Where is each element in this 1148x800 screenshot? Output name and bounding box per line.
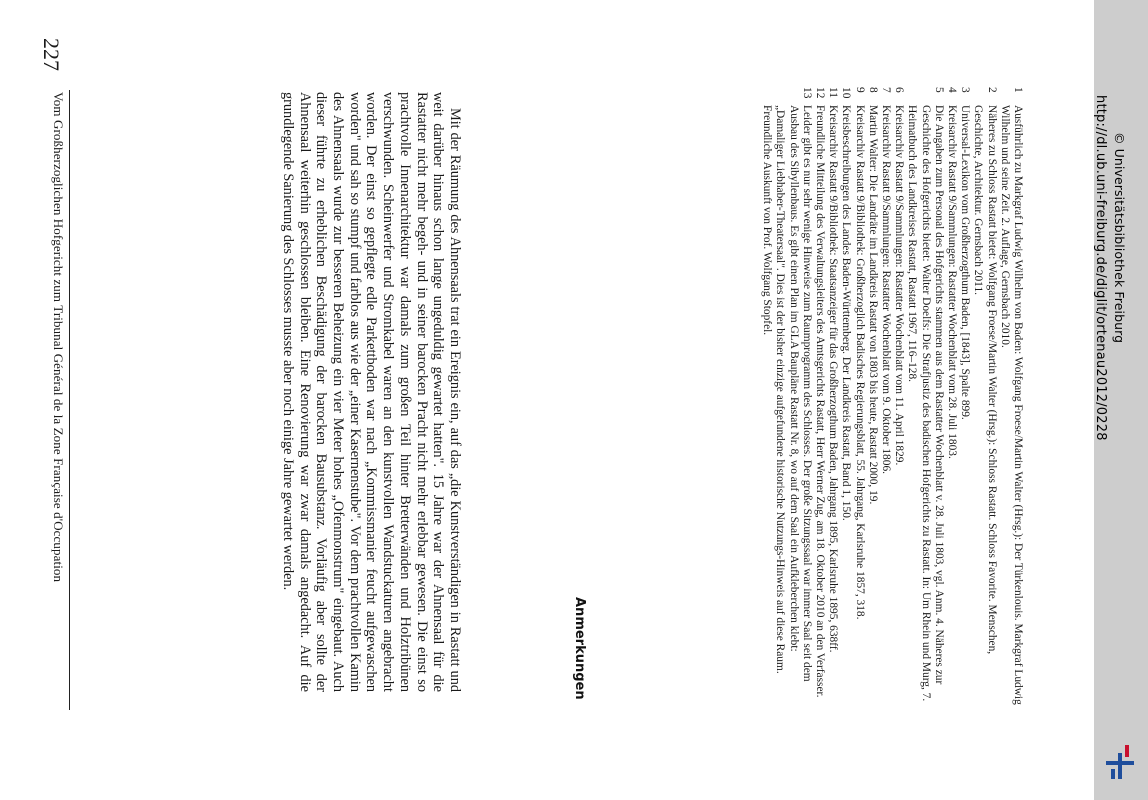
footnote-number: 3: [959, 87, 972, 93]
footnote: [813, 87, 826, 707]
footnote-number: 1: [1012, 87, 1024, 93]
footnote-text: Leider gibt es nur sehr wenige Hinweise zum Raumprogramm des Schlosses. Der große Sitzungssaal war immer Saal seit dem Ausbau des Sibyllenbaus. Es gibt einen Plan im GLA Baupläne Rastatt Nr. 8, wo auf dem Saal ein Aufkleberchen klebt: „Damaliger Liebhaber-Theatersaal". Dies ist der bisher einzige aufgefundene historische Nutzungs-Hinweis auf diese Raum. Freundliche Auskunft von Prof. Wolfgang Stopfel.: [761, 105, 813, 682]
body-paragraph: Mit der Räumung des Ahnensaals trat ein Ereignis ein, auf das „die Kunstverständigen in Rastatt und weit darüber hinaus schon lange ungeduldig gewartet hatten". 15 Jahre war der Ahnensaal für die Rastatter nicht mehr begeh- und in seiner barocken Pracht nicht mehr erlebbar gewesen. Die einst so prachtvolle Innenarchitektur war damals zum großen Teil hinter Bretterwänden und Holztribünen verschwunden. Scheinwerfer und Stromkabel waren an den kunstvollen Wandstuckaturen angebracht worden. Der einst so gepflegte edle Parkettboden war nach „Kommissmanier feucht aufgewaschen worden" und sah so stumpf und farblos aus wie der „einer Kasernenstube". Vor dem prachtvollen Kamin des Ahnensaals wurde zur besseren Beheizung ein vier Meter hohes „Ofenmonstrum" eingebaut. Auch dieser führte zu erheblichen Beschädigung der barocken Bausubstanz. Vorläufig aber sollte der Ahnensaal weiterhin geschlossen bleiben. Eine Renovierung war zwar damals angedacht. Auf die grundlegende Sanierung des Schlosses musste aber noch einige Jahre gewartet werden.: [279, 92, 463, 692]
footnote-number: 11: [827, 87, 840, 98]
footnote: [839, 87, 852, 707]
copyright-notice: © Universitätsbibliothek Freiburg: [1112, 132, 1127, 344]
footnote-number: 8: [866, 87, 879, 93]
footnote-number: 6: [893, 87, 906, 93]
source-url-link[interactable]: http://dl.ub.uni-freiburg.de/diglit/ortenau2012/0228: [1093, 95, 1108, 441]
footnote-text: Kreisbeschreibungen des Landes Baden-Württemberg. Der Landkreis Rastatt, Band 1, 150.: [840, 105, 853, 521]
notes-heading: Anmerkungen: [572, 597, 587, 700]
footnote-text: Kreisarchiv Rastatt 9/Bibliothek: Großherzoglich Badisches Regierungsblatt, 55. Jahrgang, Karlsruhe 1857, 318.: [853, 105, 866, 620]
footnote: [879, 87, 892, 707]
footnote: [971, 87, 997, 707]
footnote: [958, 87, 971, 707]
footnote-text: Ausführlich zu Markgraf Ludwig Wilhelm von Baden: Wolfgang Froese/Martin Walter (Hrsg.): Der Türkenlouis. Markgraf Ludwig Wilhelm und seine Zeit. 2. Auflage, Gernsbach 2010.: [998, 105, 1024, 705]
footnote-number: 13: [800, 87, 813, 99]
footnote: [905, 87, 945, 707]
running-header: Vom Großherzoglichen Hofgericht zum Tribunal Général de la Zone Française d'Occupation: [51, 92, 66, 583]
footnote: [760, 87, 813, 707]
footnote: [945, 87, 958, 707]
footnote-number: 12: [813, 87, 826, 99]
footnote: [866, 87, 879, 707]
footnote-number: 4: [945, 87, 958, 93]
footnote-number: 2: [985, 87, 998, 93]
footnote: [826, 87, 839, 707]
notes-list: [760, 87, 1024, 707]
page-number: 227: [39, 38, 64, 71]
footnote: [998, 87, 1024, 707]
footnote-text: Martin Walter: Die Landräte im Landkreis Rastatt von 1803 bis heute, Rastatt 2000, 19.: [866, 105, 879, 505]
footnote-text: Universal-Lexikon vom Großherzogthum Baden, [1843], Spalte 899.: [959, 105, 972, 420]
footnote-number: 5: [932, 87, 945, 93]
footnote-text: Freundliche Mitteilung des Verwaltungsleiters des Amtsgerichts Rastatt, Herr Werner Zug, am 18. Oktober 2010 an den Verfasser.: [813, 105, 826, 698]
library-logo-icon: [1098, 741, 1142, 783]
footnote-text: Die Angaben zum Personal des Hofgerichts stammen aus dem Rastatter Wochenblatt v. 28. Juli 1803, vgl. Anm. 4. Näheres zur Geschichte des Hofgerichts bietet: Walter Doelfs: Die Strafjustiz des badischen Hofgerichts zu Rastatt. In: Um Rhein und Murg, 7. Heimatbuch des Landkreises Rastatt, Rastatt 1967, 116–128.: [906, 105, 945, 702]
footnote-text: Näheres zu Schloss Rastatt bietet: Wolfgang Froese/Martin Walter (Hrsg.): Schloss Rastatt. Schloss Favorite. Menschen, Geschichte, Architektur. Gernsbach 2011.: [972, 105, 998, 655]
footnote-text: Kreisarchiv Rastatt 9/Bibliothek: Staatsanzeiger für das Großherzogthum Baden, Jahrgang 1895, Karlsruhe 1895, 638ff.: [827, 105, 840, 653]
footnote-number: 7: [879, 87, 892, 93]
footnote-number: 10: [840, 87, 853, 99]
footnote-text: Kreisarchiv Rastatt 9/Sammlungen: Rastatter Wochenblatt vom 9. Oktober 1806.: [879, 105, 892, 474]
footnote-text: Kreisarchiv Rastatt 9/Sammlungen: Rastatter Wochenblatt vom 28. Juli 1803.: [945, 105, 958, 459]
footnote: [892, 87, 905, 707]
footnote: [852, 87, 865, 707]
footnote-number: 9: [853, 87, 866, 93]
body-text: [279, 92, 463, 692]
header-rule: [69, 90, 70, 710]
footnote-text: Kreisarchiv Rastatt 9/Sammlungen: Rastatter Wochenblatt vom 11. April 1829.: [893, 105, 906, 466]
